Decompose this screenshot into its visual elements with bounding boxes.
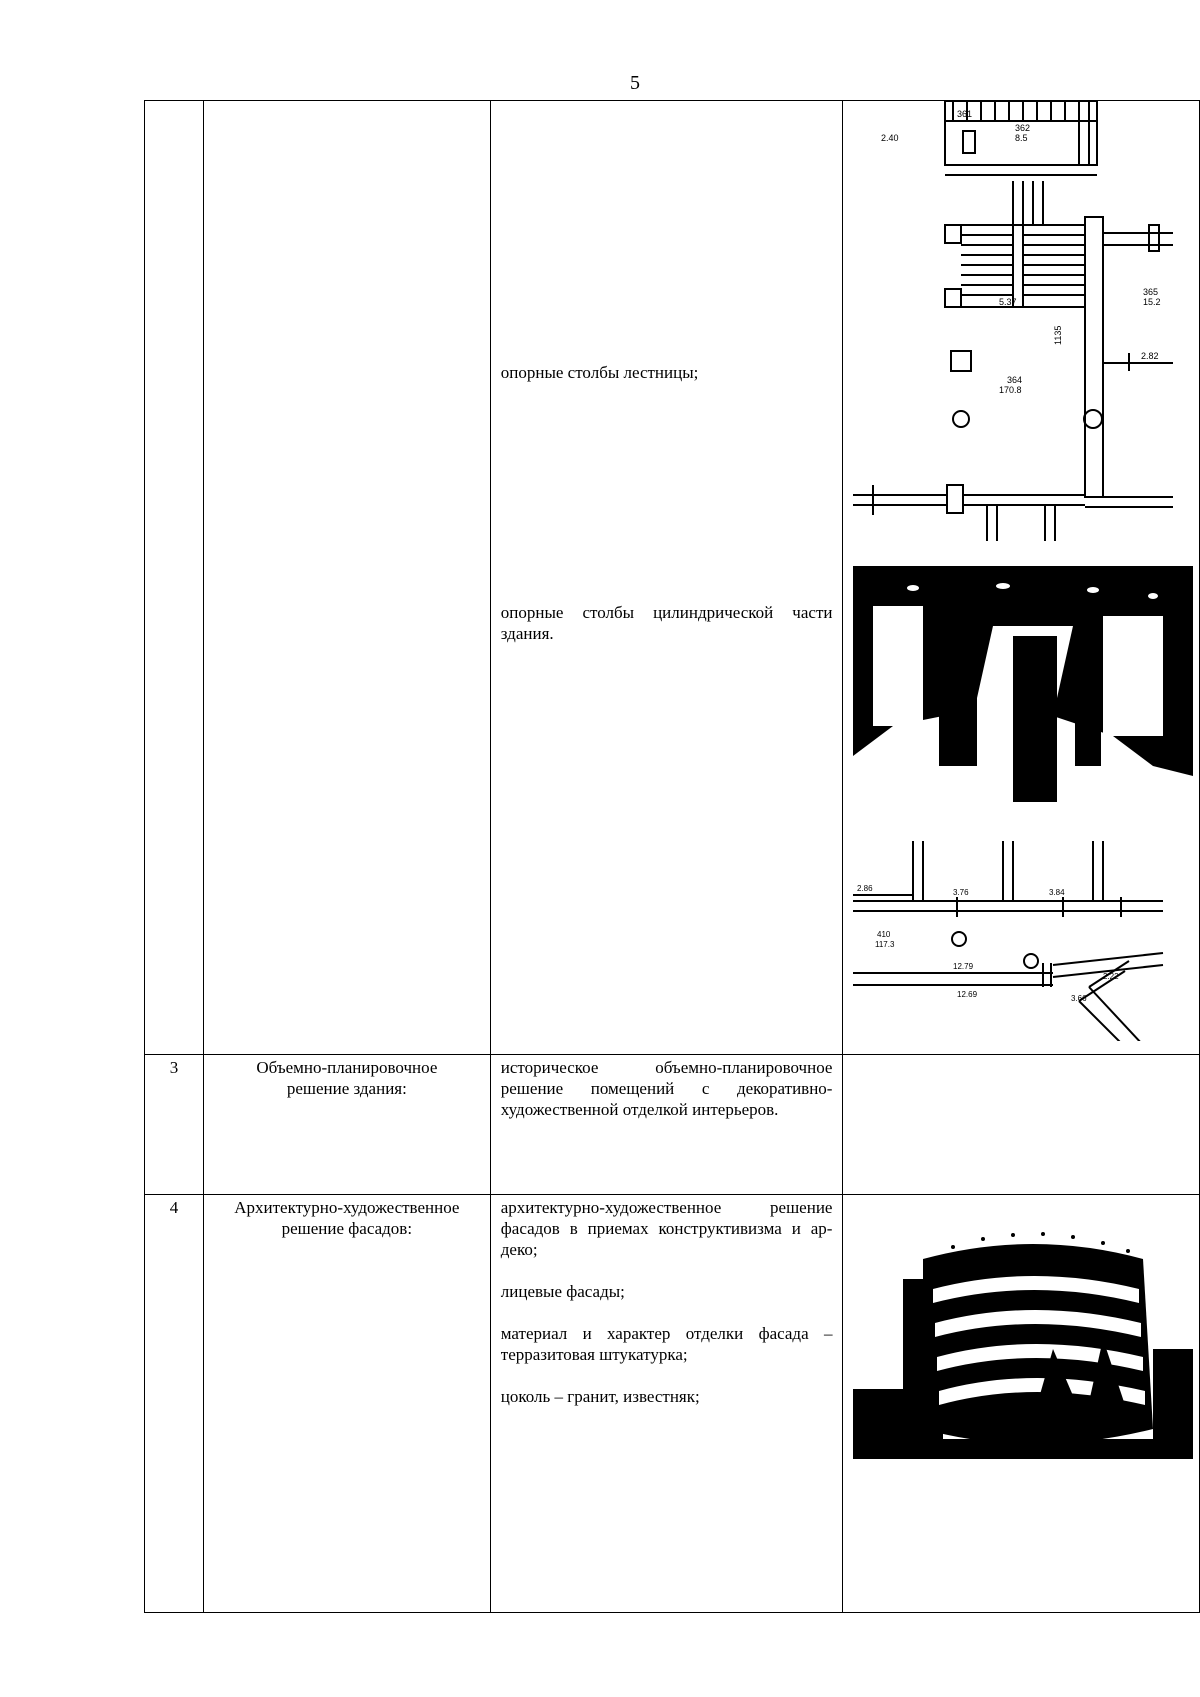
description-text: опорные столбы лестницы; xyxy=(500,363,699,382)
plan-label: 3.84 xyxy=(1049,888,1066,897)
description-cell xyxy=(490,1195,843,1613)
plan-label: 410 xyxy=(877,930,891,939)
description-text: архитектурно-художественное решение фасадов в приемах конструктивизма и ар-деко; xyxy=(500,1198,833,1259)
description-text: материал и характер отделки фасада – терразитовая штукатурка; xyxy=(500,1324,833,1364)
image-cell xyxy=(843,1055,1200,1195)
criterion-cell: Архитектурно-художественное решение фасадов: xyxy=(203,1195,490,1613)
description-cell xyxy=(490,101,843,1055)
plan-label: 1135 xyxy=(1053,325,1064,345)
table-row xyxy=(145,101,1200,1055)
criterion-cell xyxy=(203,101,490,1055)
description-cell xyxy=(490,1055,843,1195)
criterion-cell: Объемно-планировочное решение здания: xyxy=(203,1055,490,1195)
row-number: 3 xyxy=(145,1055,204,1195)
description-text: лицевые фасады; xyxy=(500,1282,625,1301)
table-row xyxy=(145,1195,1200,1613)
description-text: цоколь – гранит, известняк; xyxy=(500,1387,700,1406)
image-cell xyxy=(843,101,1200,1055)
table-row xyxy=(145,1055,1200,1195)
plan-label: 2.86 xyxy=(857,884,874,893)
staircase-floor-plan xyxy=(853,101,1189,541)
plan-label: 361 xyxy=(957,109,973,119)
plan-label: 2.82 xyxy=(1141,351,1159,361)
plan-label: 5.37 xyxy=(999,297,1017,307)
plan-label: 15.2 xyxy=(1143,297,1161,307)
plan-label: 12.69 xyxy=(957,990,978,999)
plan-label: 2.22 xyxy=(1103,972,1120,981)
page-number: 5 xyxy=(630,72,640,94)
plan-label: 12.79 xyxy=(953,962,974,971)
cylindrical-building-facade-photo xyxy=(853,1229,1193,1459)
plan-label: 365 xyxy=(1143,287,1159,297)
plan-label: 362 xyxy=(1015,123,1031,133)
plan-label: 3.76 xyxy=(953,888,970,897)
description-text: опорные столбы цилиндрической части здания. xyxy=(500,603,833,643)
plan-label: 170.8 xyxy=(999,385,1022,395)
row-number xyxy=(145,101,204,1055)
plan-label: 364 xyxy=(1007,375,1023,385)
plan-label: 8.5 xyxy=(1015,133,1028,143)
row-number: 4 xyxy=(145,1195,204,1613)
plan-label: 117.3 xyxy=(875,940,895,949)
image-cell xyxy=(843,1195,1200,1613)
cylindrical-hall-columns-photo xyxy=(853,566,1193,821)
plan-label: 3.66 xyxy=(1071,994,1088,1003)
plan-label: 2.40 xyxy=(881,133,899,143)
description-text: историческое объемно-планировочное решение помещений с декоративно-художественной отделкой интерьеров. xyxy=(500,1058,833,1119)
cylindrical-part-floor-plan xyxy=(853,841,1183,1041)
protected-features-table xyxy=(144,100,1200,1613)
